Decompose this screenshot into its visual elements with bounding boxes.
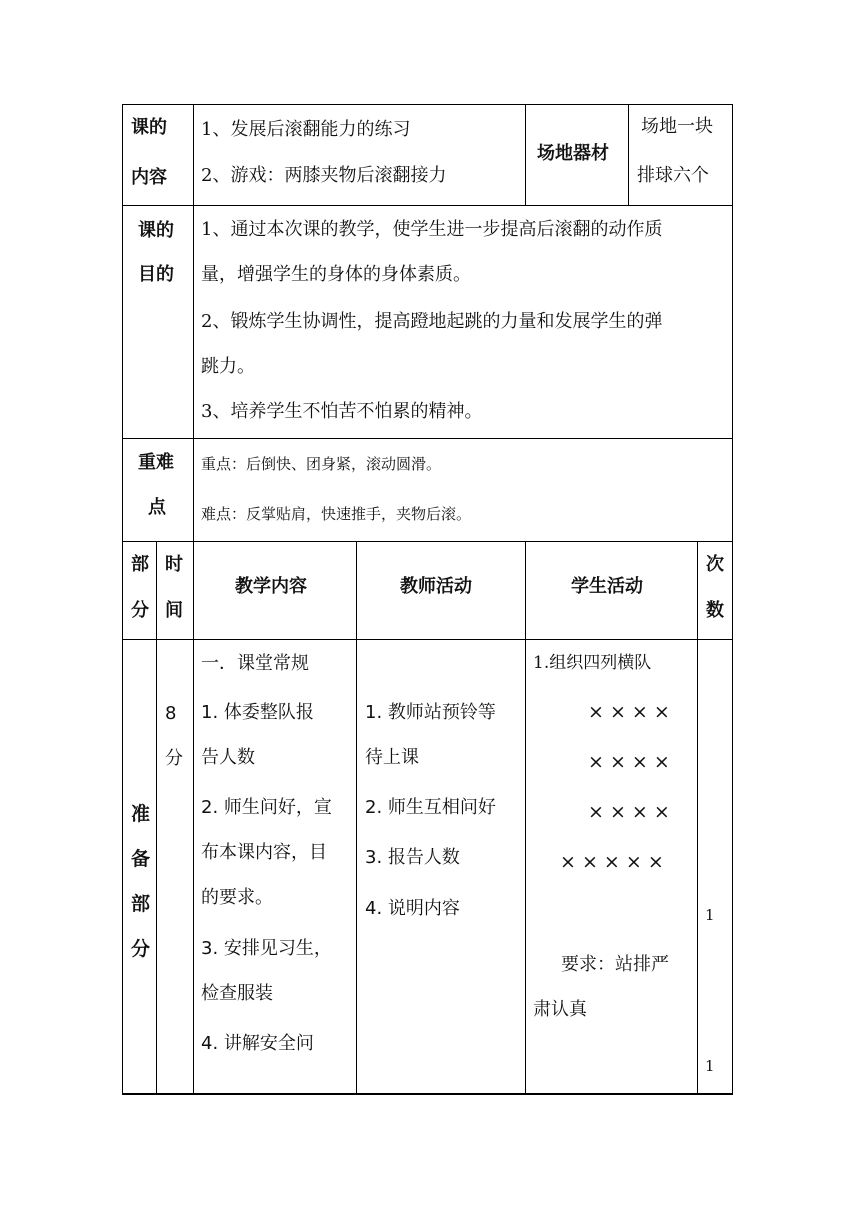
teacher-line-5: 4. 说明内容 [365,898,460,919]
label-column-divider [193,104,194,541]
student-requirement-1: 要求：站排严 [561,954,669,975]
teacher-line-2: 待上课 [365,747,419,768]
section-label-4: 分 [131,938,151,960]
row-divider-key [122,541,733,542]
header-count-1: 次 [706,554,724,575]
teacher-line-1: 1. 教师站预铃等 [365,702,496,723]
formation-row-4: × × × × × [560,851,664,873]
objective-line-1: 1、通过本次课的教学，使学生进一步提高后滚翻的动作质 [201,219,663,240]
difficulty-line: 难点：反掌贴肩，快速推手，夹物后滚。 [201,505,472,523]
content-line-9: 4. 讲解安全问 [201,1033,314,1054]
objective-line-2: 量，增强学生的身体的身体素质。 [201,264,471,285]
content-line-6: 的要求。 [201,887,273,908]
section-label-1: 准 [131,803,151,825]
formation-row-3: × × × × [588,801,670,823]
time-value-number: 8 [165,703,177,724]
header-student: 学生活动 [571,576,643,597]
table-border-left [122,104,123,1094]
col-divider-content [356,541,357,1093]
row-divider-header [122,639,733,640]
objective-line-4: 跳力。 [201,356,255,377]
objective-label-1: 课的 [138,220,174,241]
equipment-label: 场地器材 [537,143,609,164]
equipment-label-divider-right [628,104,629,205]
content-line-5: 布本课内容，目 [201,842,327,863]
teacher-line-4: 3. 报告人数 [365,847,460,868]
content-line-7: 3. 安排见习生， [201,938,332,959]
student-title: 1.组织四列横队 [533,653,652,673]
table-border-bottom [122,1093,733,1095]
key-point-line: 重点：后倒快、团身紧，滚动圆滑。 [201,455,442,473]
header-teacher: 教师活动 [400,576,472,597]
teacher-line-3: 2. 师生互相问好 [365,797,496,818]
header-part-2: 分 [131,600,149,621]
count-value-1: 1 [705,906,715,924]
objective-line-3: 2、锻炼学生协调性，提高蹬地起跳的力量和发展学生的弹 [201,311,663,332]
col-divider-teacher [525,541,526,1093]
equipment-line-1: 场地一块 [641,116,713,137]
formation-row-2: × × × × [588,751,670,773]
count-value-2: 1 [705,1057,715,1075]
objective-line-5: 3、培养学生不怕苦不怕累的精神。 [201,401,483,422]
header-time-1: 时 [165,554,183,575]
key-label-1: 重难 [138,452,174,473]
key-label-2: 点 [148,497,166,518]
formation-row-1: × × × × [588,701,670,723]
course-content-label-1: 课的 [131,117,167,138]
table-border-top [122,104,733,105]
content-line-1: 一．课堂常规 [201,653,309,674]
section-label-3: 部 [131,893,151,915]
equipment-line-2: 排球六个 [637,165,709,186]
header-count-2: 数 [706,600,724,621]
course-content-line-2: 2、游戏：两膝夹物后滚翻接力 [201,165,447,186]
content-line-3: 告人数 [201,747,255,768]
time-value-unit: 分 [165,748,183,769]
header-time-2: 间 [165,600,183,621]
course-content-line-1: 1、发展后滚翻能力的练习 [201,119,411,140]
row-divider-content [122,205,733,206]
content-line-4: 2. 师生问好，宣 [201,797,332,818]
section-label-2: 备 [131,848,151,870]
content-line-8: 检查服装 [201,983,273,1004]
col-divider-time [193,541,194,1093]
objective-label-2: 目的 [138,264,174,285]
content-line-2: 1. 体委整队报 [201,702,314,723]
col-divider-student [697,541,698,1093]
equipment-label-divider-left [525,104,526,205]
table-border-right [732,104,733,1094]
course-content-label-2: 内容 [131,167,167,188]
col-divider-part [156,541,157,1093]
row-divider-objective [122,438,733,439]
header-content: 教学内容 [235,576,307,597]
student-requirement-2: 肃认真 [533,999,587,1020]
header-part-1: 部 [131,554,149,575]
